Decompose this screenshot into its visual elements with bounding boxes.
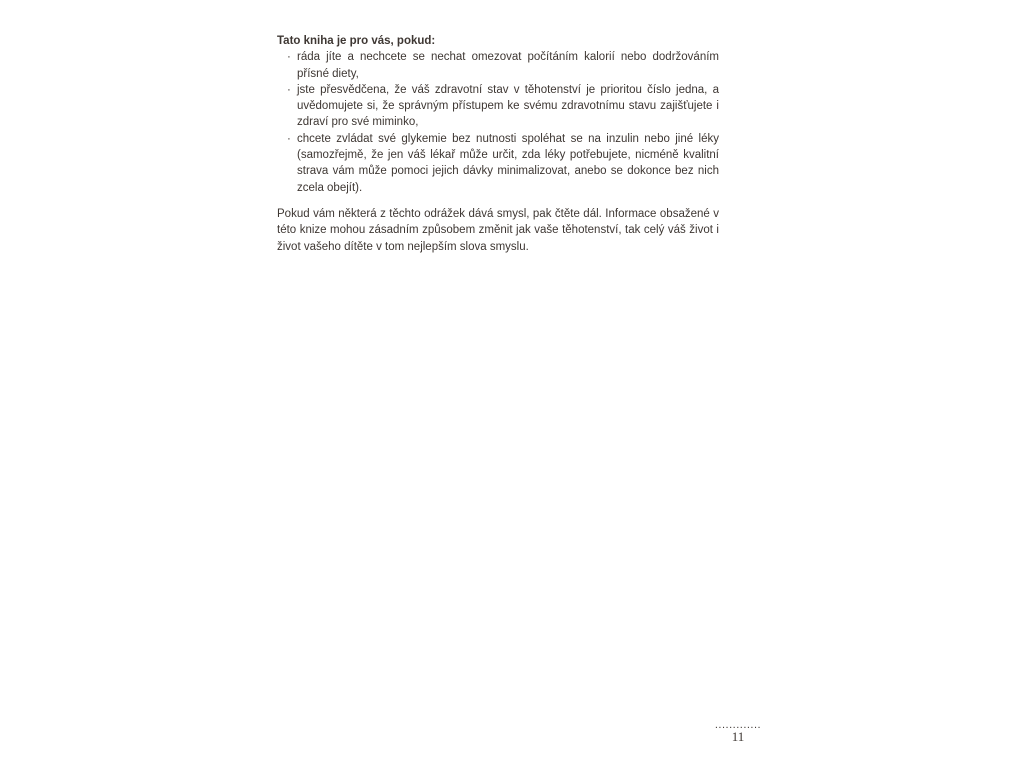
bullet-marker: ·	[287, 51, 291, 64]
page-number: 11	[731, 729, 745, 744]
list-item	[277, 131, 719, 196]
section-heading: Tato kniha je pro vás, pokud:	[277, 35, 436, 47]
list-item	[277, 82, 719, 131]
page-content	[277, 33, 719, 255]
bullet-text: ráda jíte a nechcete se nechat omezovat počítáním kalorií nebo dodržováním přísné diety,	[297, 51, 719, 80]
dotted-line: .............	[714, 719, 762, 731]
bullet-marker: ·	[287, 132, 291, 145]
bullet-text: chcete zvládat své glykemie bez nutnosti spoléhat se na inzulin nebo jiné léky (samozřejmě, že jen váš lékař může určit, zda léky potřebujete, nicméně kvalitní strava vám může pomoci jejich dávky minimalizovat, anebo se dokonce bez nich zcela obejít).	[297, 132, 719, 194]
bullet-list	[277, 49, 719, 196]
bullet-text: jste přesvědčena, že váš zdravotní stav v těhotenství je prioritou číslo jedna, a uvědomujete si, že správným přístupem ke svému zdravotnímu stavu zajišťujete i zdraví pro své miminko,	[297, 83, 719, 129]
closing-paragraph: Pokud vám některá z těchto odrážek dává smysl, pak čtěte dál. Informace obsažené v této knize mohou zásadním způsobem změnit jak vaše těhotenství, tak celý váš život i život vašeho dítěte v tom nejlepším slova smyslu.	[277, 207, 719, 253]
bullet-marker: ·	[287, 83, 291, 96]
page-footer	[712, 720, 764, 744]
list-item	[277, 49, 719, 82]
